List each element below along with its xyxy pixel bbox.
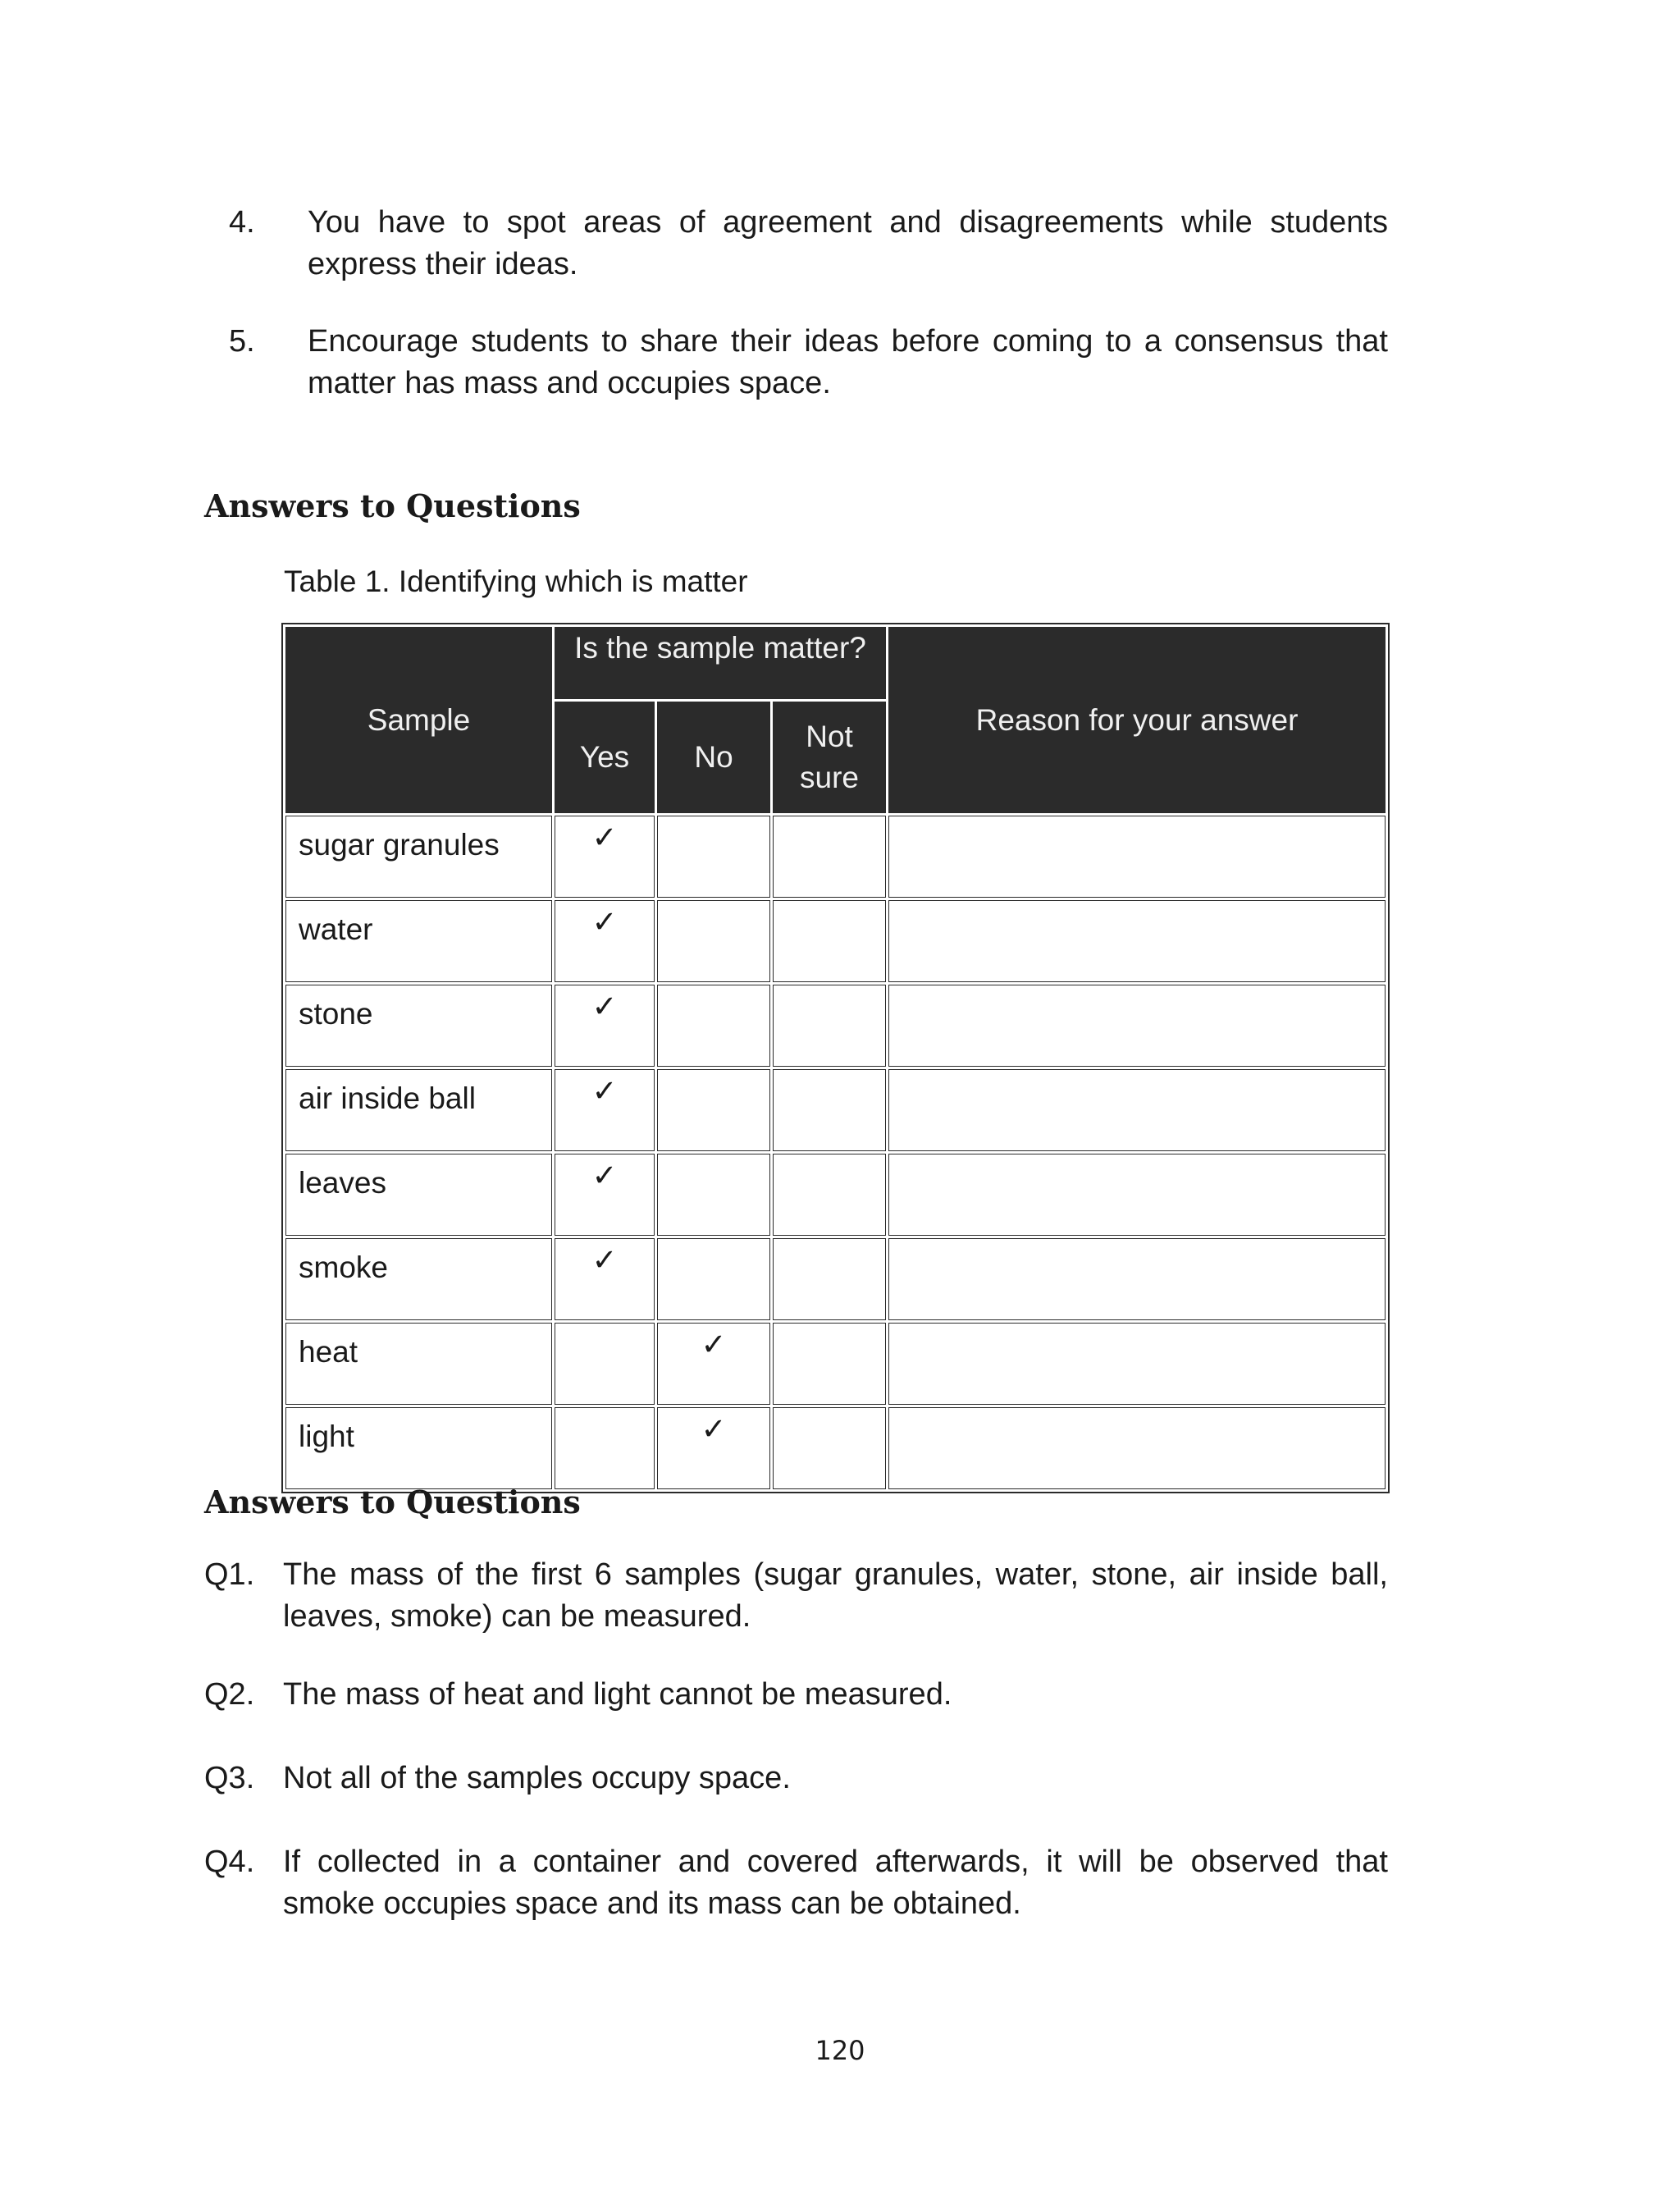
matter-table: [281, 623, 1390, 1493]
reason-cell: [888, 1154, 1386, 1236]
question-text: Not all of the samples occupy space.: [283, 1761, 791, 1795]
yes-cell: ✓: [555, 1238, 655, 1320]
no-cell: [657, 900, 770, 982]
not-sure-cell: [773, 1407, 886, 1489]
not-sure-cell: [773, 900, 886, 982]
table-row: [285, 900, 1386, 982]
header-yes: Yes: [555, 702, 655, 813]
table-row: [285, 1238, 1386, 1320]
header-sample: Sample: [285, 627, 552, 813]
list-text: Encourage students to share their ideas before coming to a consensus that matter has mass and occupies space.: [308, 324, 1388, 400]
sample-cell: sugar granules: [285, 816, 552, 898]
table-row: [285, 1323, 1386, 1405]
sample-cell: light: [285, 1407, 552, 1489]
question-text: The mass of the first 6 samples (sugar granules, water, stone, air inside ball, leaves, smoke) can be measured.: [283, 1557, 1388, 1634]
not-sure-cell: [773, 1238, 886, 1320]
page-number: 120: [815, 2035, 865, 2066]
reason-cell: [888, 1069, 1386, 1151]
reason-cell: [888, 1238, 1386, 1320]
list-item-4: [230, 202, 1388, 286]
question-3: [204, 1758, 1388, 1799]
reason-cell: [888, 1407, 1386, 1489]
no-cell: [657, 1238, 770, 1320]
sample-cell: stone: [285, 985, 552, 1067]
question-number: Q2.: [204, 1677, 255, 1712]
not-sure-cell: [773, 985, 886, 1067]
section-heading: Answers to Questions: [204, 1484, 581, 1520]
table-row: [285, 1069, 1386, 1151]
sample-cell: water: [285, 900, 552, 982]
question-number: Q3.: [204, 1761, 255, 1795]
question-1: [204, 1554, 1388, 1638]
reason-cell: [888, 1323, 1386, 1405]
no-cell: [657, 1154, 770, 1236]
question-number: Q1.: [204, 1557, 255, 1592]
question-4: [204, 1841, 1388, 1925]
no-cell: [657, 816, 770, 898]
yes-cell: [555, 1323, 655, 1405]
question-text: The mass of heat and light cannot be measured.: [283, 1677, 952, 1712]
not-sure-cell: [773, 1154, 886, 1236]
section-heading: Answers to Questions: [204, 487, 581, 524]
header-no: No: [657, 702, 770, 813]
no-cell: [657, 985, 770, 1067]
not-sure-cell: [773, 816, 886, 898]
list-number: 4.: [229, 205, 255, 240]
table-row: [285, 816, 1386, 898]
list-text: You have to spot areas of agreement and disagreements while students express their ideas.: [308, 205, 1388, 281]
not-sure-cell: [773, 1069, 886, 1151]
table-row: [285, 1407, 1386, 1489]
yes-cell: ✓: [555, 1069, 655, 1151]
no-cell: ✓: [657, 1407, 770, 1489]
yes-cell: [555, 1407, 655, 1489]
yes-cell: ✓: [555, 1154, 655, 1236]
question-2: [204, 1674, 1388, 1716]
reason-cell: [888, 985, 1386, 1067]
yes-cell: ✓: [555, 816, 655, 898]
reason-cell: [888, 816, 1386, 898]
header-reason: Reason for your answer: [888, 627, 1386, 813]
sample-cell: air inside ball: [285, 1069, 552, 1151]
table-row: [285, 1154, 1386, 1236]
question-text: If collected in a container and covered afterwards, it will be observed that smoke occupies space and its mass can be obtained.: [283, 1845, 1388, 1921]
sample-cell: heat: [285, 1323, 552, 1405]
no-cell: ✓: [657, 1323, 770, 1405]
yes-cell: ✓: [555, 985, 655, 1067]
header-not-sure: Not sure: [773, 702, 886, 813]
header-is-matter: Is the sample matter?: [555, 627, 886, 699]
no-cell: [657, 1069, 770, 1151]
list-item-5: [230, 321, 1388, 405]
yes-cell: ✓: [555, 900, 655, 982]
table-row: [285, 985, 1386, 1067]
sample-cell: leaves: [285, 1154, 552, 1236]
question-number: Q4.: [204, 1845, 255, 1879]
reason-cell: [888, 900, 1386, 982]
table-caption: Table 1. Identifying which is matter: [284, 565, 748, 598]
sample-cell: smoke: [285, 1238, 552, 1320]
list-number: 5.: [229, 324, 255, 359]
not-sure-cell: [773, 1323, 886, 1405]
